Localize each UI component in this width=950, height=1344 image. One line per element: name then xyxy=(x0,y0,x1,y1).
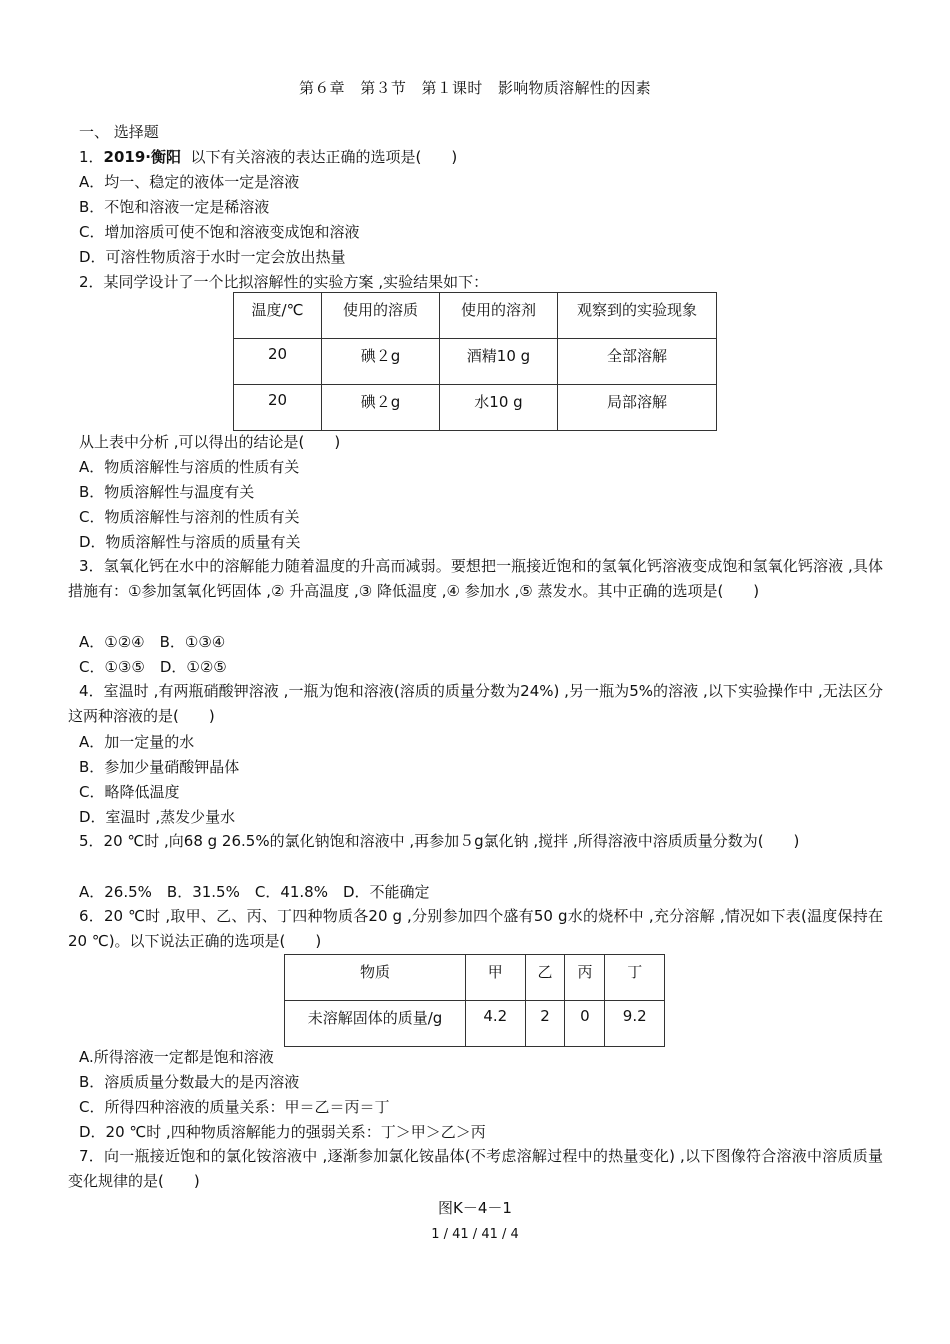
figure-caption: 图K－4－1 xyxy=(438,1199,512,1217)
table-cell: 酒精10 g xyxy=(440,339,558,385)
table-row xyxy=(234,385,717,431)
question-2-table xyxy=(233,292,717,431)
table-row xyxy=(234,339,717,385)
table-header-cell: 使用的溶质 xyxy=(322,293,440,339)
question-1-option-a: A．均一、稳定的液体一定是溶液 xyxy=(79,173,300,191)
question-2-option-d: D．物质溶解性与溶质的质量有关 xyxy=(79,533,301,551)
page-footer: 1 / 41 / 41 / 4 xyxy=(431,1227,519,1242)
question-2-stem: 2．某同学设计了一个比拟溶解性的实验方案 ,实验结果如下： xyxy=(79,273,489,291)
question-4-option-c: C．略降低温度 xyxy=(79,783,180,801)
question-4-option-b: B．参加少量硝酸钾晶体 xyxy=(79,758,240,776)
question-2-option-c: C．物质溶解性与溶剂的性质有关 xyxy=(79,508,300,526)
table-cell: 碘２g xyxy=(322,339,440,385)
question-6-option-d: D．20 ℃时 ,四种物质溶解能力的强弱关系：丁＞甲＞乙＞丙 xyxy=(79,1123,486,1141)
question-7-stem: 7．向一瓶接近饱和的氯化铵溶液中 ,逐渐参加氯化铵晶体(不考虑溶解过程中的热量变化) ,以下图像符合溶液中溶质质量变化规律的是( ) xyxy=(68,1147,883,1190)
table-header-row xyxy=(285,955,665,1001)
question-1-option-c: C．增加溶质可使不饱和溶液变成饱和溶液 xyxy=(79,223,360,241)
question-6-option-a: A.所得溶液一定都是饱和溶液 xyxy=(79,1048,274,1066)
page-title: 第６章 第３节 第１课时 影响物质溶解性的因素 xyxy=(299,79,651,97)
question-1-text: 以下有关溶液的表达正确的选项是( ) xyxy=(181,148,458,166)
table-header-cell: 丙 xyxy=(565,955,605,1001)
table-header-cell: 温度/℃ xyxy=(234,293,322,339)
table-cell: 水10 g xyxy=(440,385,558,431)
table-header-cell: 观察到的实验现象 xyxy=(558,293,717,339)
section-heading: 一、 选择题 xyxy=(79,123,159,141)
table-cell: 9.2 xyxy=(605,1001,665,1047)
table-header-cell: 乙 xyxy=(525,955,565,1001)
question-6-option-b: B．溶质质量分数最大的是丙溶液 xyxy=(79,1073,300,1091)
table-cell: 20 xyxy=(234,385,322,431)
table-header-row xyxy=(234,293,717,339)
table-cell: 20 xyxy=(234,339,322,385)
table-row xyxy=(285,1001,665,1047)
question-6-option-c: C．所得四种溶液的质量关系：甲＝乙＝丙＝丁 xyxy=(79,1098,390,1116)
table-cell: 2 xyxy=(525,1001,565,1047)
question-3-stem: 3．氢氧化钙在水中的溶解能力随着温度的升高而减弱。要想把一瓶接近饱和的氢氧化钙溶液变成饱和氢氧化钙溶液 ,具体措施有：①参加氢氧化钙固体 ,② 升高温度 ,③ 降低温度 ,④ 参加水 ,⑤ 蒸发水。其中正确的选项是( ) xyxy=(68,557,883,600)
question-5-stem: 5．20 ℃时 ,向68 g 26.5%的氯化钠饱和溶液中 ,再参加５g氯化钠 ,搅拌 ,所得溶液中溶质质量分数为( ) xyxy=(79,832,800,850)
question-1-option-d: D．可溶性物质溶于水时一定会放出热量 xyxy=(79,248,346,266)
question-2-question: 从上表中分析 ,可以得出的结论是( ) xyxy=(79,433,341,451)
question-1-option-b: B．不饱和溶液一定是稀溶液 xyxy=(79,198,270,216)
table-cell: 局部溶解 xyxy=(558,385,717,431)
table-cell: 全部溶解 xyxy=(558,339,717,385)
question-1-source: 2019·衡阳 xyxy=(103,148,181,166)
table-header-cell: 甲 xyxy=(466,955,526,1001)
table-cell: 碘２g xyxy=(322,385,440,431)
question-1-number: 1． xyxy=(79,148,104,166)
question-6-table xyxy=(284,954,665,1047)
table-header-cell: 使用的溶剂 xyxy=(440,293,558,339)
question-4-stem: 4．室温时 ,有两瓶硝酸钾溶液 ,一瓶为饱和溶液(溶质的质量分数为24%) ,另一瓶为5%的溶液 ,以下实验操作中 ,无法区分这两种溶液的是( ) xyxy=(68,682,883,725)
table-header-cell: 丁 xyxy=(605,955,665,1001)
question-3-option-row-1: A．①②④ B．①③④ xyxy=(79,633,226,651)
question-2-option-a: A．物质溶解性与溶质的性质有关 xyxy=(79,458,300,476)
table-cell: 未溶解固体的质量/g xyxy=(285,1001,466,1047)
question-5-options: A．26.5% B．31.5% C．41.8% D．不能确定 xyxy=(79,883,430,901)
table-header-cell: 物质 xyxy=(285,955,466,1001)
table-cell: 4.2 xyxy=(466,1001,526,1047)
question-4-option-d: D．室温时 ,蒸发少量水 xyxy=(79,808,236,826)
question-6-stem: 6．20 ℃时 ,取甲、乙、丙、丁四种物质各20 g ,分别参加四个盛有50 g水的烧杯中 ,充分溶解 ,情况如下表(温度保持在20 ℃)。以下说法正确的选项是( ) xyxy=(68,907,883,950)
question-3-option-row-2: C．①③⑤ D．①②⑤ xyxy=(79,658,227,676)
question-4-option-a: A．加一定量的水 xyxy=(79,733,195,751)
question-2-option-b: B．物质溶解性与温度有关 xyxy=(79,483,255,501)
table-cell: 0 xyxy=(565,1001,605,1047)
question-1-stem xyxy=(79,147,457,167)
